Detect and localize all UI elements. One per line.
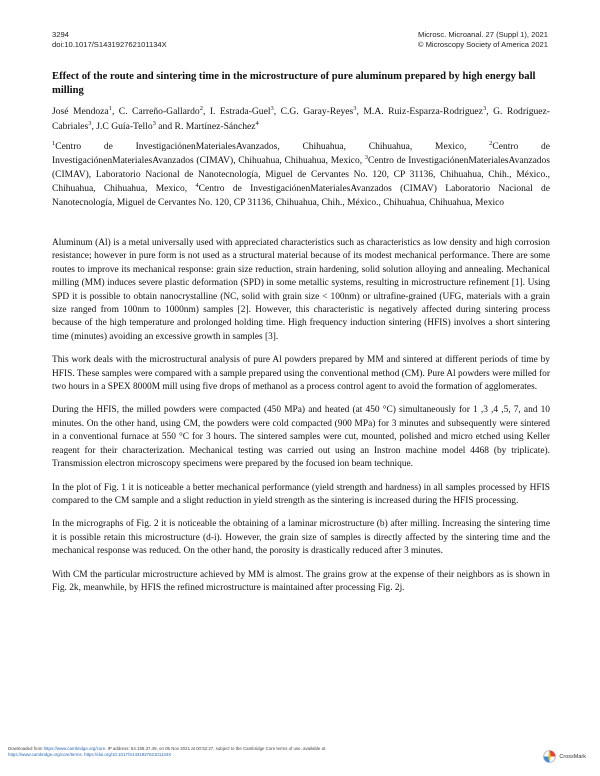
paragraph-fig2-results: In the micrographs of Fig. 2 it is noticeable the obtaining of a laminar microstructure (b) after milling. Increasing the sintering time it is possible retain this microstructure (d-i). However, the grain size of samples is directly affected by the sintering time and the mechanical response was reduced. On the other hand, the porosity is drastically reduced after 3 minutes. (52, 519, 550, 557)
download-footer (8, 746, 488, 758)
crossmark-icon (543, 750, 556, 763)
crossmark-badge[interactable] (543, 750, 586, 763)
author: José Mendoza$^1$, (52, 104, 119, 117)
paper-title: Effect of the route and sintering time in the microstructure of pure aluminum prepared by high energy ball milling (52, 71, 536, 96)
terms-link[interactable]: https://www.cambridge.org/core/terms (8, 752, 82, 758)
author: I. Estrada-Guel$^3$, (209, 104, 281, 117)
author: C.G. Garay-Reyes$^3$, (280, 104, 364, 117)
cambridge-core-link[interactable]: https://www.cambridge.org/core (43, 746, 106, 751)
paragraph-introduction: Aluminum (Al) is a metal universally used with appreciated characteristics such as characteristics as low density and high corrosion resistance; however in pure form is not used as a structural material because of its modest mechanical performance. There are some routes to improve its mechanical response: grain size reduction, strain hardening, solid solution alloying and annealing. Mechanical milling (MM) induces severe plastic deformation (SPD) in some metallic systems, resulting in microstructure refinement [1]. Using SPD it is possible to obtain nanocrystalline (NC, solid with grain size < 100nm) or ultrafine-grained (UFG, materials with a grain size ranged from 100nm to 1000nm) samples [2]. However, this characteristic is negatively affected during sintering process because of the high temperature and prolonged holding time. High frequency induction sintering (HFIS) involves a short sintering time (minutes) avoiding an excessive growth in samples [3]. (52, 238, 550, 342)
page-header-right (418, 30, 548, 50)
author-list (52, 104, 550, 134)
paragraph-methods-overview: This work deals with the microstructural analysis of pure Al powders prepared by MM and sintered at different periods of time by HFIS. These samples were compared with a sample prepared using the conventional method (CM). Pure Al powders were milled for two hours in a SPEX 8000M mill using five drops of methanol as a process control agent to avoid the formation of agglomerates. (52, 355, 550, 393)
author: J.C Guía-Tello$^3$ and (96, 119, 175, 132)
copyright: © Microscopy Society of America 2021 (417, 40, 548, 49)
abstract-body (52, 237, 550, 605)
footer-line-1: Downloaded from https://www.cambridge.org/core. IP address: 54.159.37.49, on 05 Nov 2021 at 00:52:27, subject to the Cambridge Core terms of use, available at (8, 746, 326, 751)
author: C. Carreño-Gallardo$^2$, (118, 104, 210, 117)
affiliation: $^3$Centro de InvestigaciónenMaterialesAvanzados (CIMAV), Laboratorio Nacional de Nanotecnología, Miguel de Cervantes No. 120, CP 31136, Chihuahua, Chih., México., Chihuahua, Chihuahua, Mexico, (52, 153, 550, 194)
paragraph-fig1-results: In the plot of Fig. 1 it is noticeable a better mechanical performance (yield strength and hardness) in all samples processed by HFIS compared to the CM sample and a slight reduction in yield strength as the sintering is increased during the HFIS processing. (52, 482, 550, 506)
paragraph-methods-details: During the HFIS, the milled powders were compacted (450 MPa) and heated (at 450 °C) simultaneously for 1 ,3 ,4 ,5, 7, and 10 minutes. On the other hand, using CM, the powders were cold compacted (900 MPa) for 3 minutes and subsequently were sintered in a conventional furnace at 550 °C for 3 hours. The sintered samples were cut, mounted, polished and micro etched using Keller reagent for their characterization. Mechanical testing was carried out using an Instron machine model 4468 (by triplicate). Transmission electron microscopy specimens were prepared by the focused ion beam technique. (52, 405, 550, 470)
author: G. Rodríguez-Cabriales$^3$, (52, 106, 551, 132)
doi-link[interactable]: https://doi.org/10.1017/S143192762101134X (84, 752, 172, 758)
affiliation: $^2$Centro de InvestigaciónenMaterialesAvanzados (CIMAV), Chihuahua, Chihuahua, Mexico, (52, 139, 550, 166)
author: M.A. Ruiz-Esparza-Rodriguez$^3$, (363, 104, 494, 117)
footer-line-2: https://www.cambridge.org/core/terms. https://doi.org/10.1017/S143192762101134X (8, 752, 172, 758)
author: R. Martínez-Sánchez$^4$ (174, 119, 259, 132)
affiliation: $^1$Centro de InvestigaciónenMaterialesAvanzados, Chihuahua, Chihuahua, Mexico, (52, 139, 490, 152)
affiliation: $^4$Centro de InvestigaciónenMaterialesAvanzados (CIMAV) Laboratorio Nacional de Nanotecnología, Miguel de Cervantes No. 120, CP 31136, Chihuahua, Chih., México., Chihuahua, Chihuahua, Mexico (52, 181, 550, 208)
paragraph-cm-comparison: With CM the particular microstructure achieved by MM is almost. The grains grow at the expense of their neighbors as is shown in Fig. 2k, meanwhile, by HFIS the refined microstructure is maintained after processing Fig. 2j. (52, 569, 550, 593)
journal-citation: Microsc. Microanal. 27 (Suppl 1), 2021 (418, 30, 548, 39)
crossmark-label: CrossMark (559, 753, 586, 760)
page-header-left (52, 30, 167, 50)
affiliations (52, 140, 550, 210)
doi: doi:10.1017/S143192762101134X (52, 40, 167, 49)
page-number: 3294 (52, 30, 69, 39)
